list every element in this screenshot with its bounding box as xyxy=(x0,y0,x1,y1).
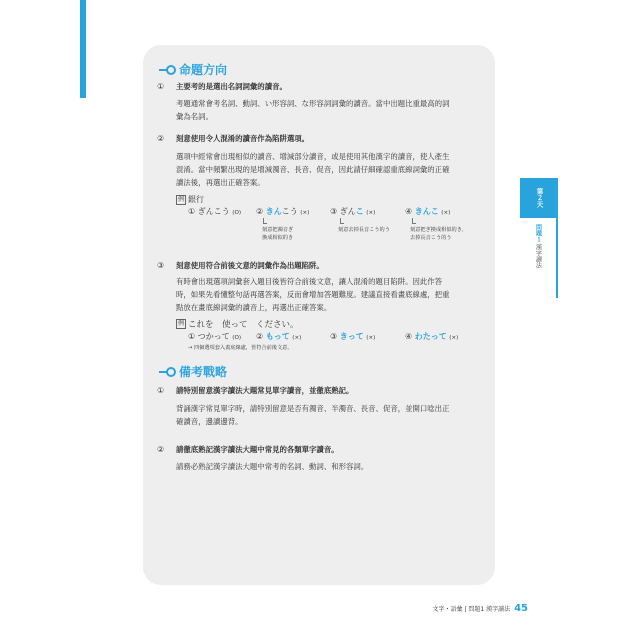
content-card xyxy=(143,45,495,585)
example-note: 刻意把濁音ぎ 換成相似的き xyxy=(262,227,294,241)
tab-body xyxy=(520,218,558,298)
item-body-line: 考題通常會考名詞、動詞、い形容詞、な形容詞詞彙的讀音。當中出題比重最高的詞 xyxy=(176,99,450,108)
part-label: 問題１ xyxy=(534,224,542,242)
example-mark: 例 xyxy=(178,320,185,327)
note-bracket xyxy=(340,218,344,224)
example-option: ④ きんこ (×) xyxy=(405,207,451,216)
example-option: ④ わたって (×) xyxy=(405,332,459,341)
item-body-line: 確讀音，邊讀邊背。 xyxy=(176,417,243,426)
item-heading: 請徹底熟記漢字讀法大題中常見的各類單字讀音。 xyxy=(176,445,339,454)
page-footer xyxy=(433,603,528,614)
example-note: → 四個選項套入畫底線處，皆符合前後文意。 xyxy=(188,345,293,351)
example-option: ① ぎんこう (O) xyxy=(188,207,242,216)
left-accent-bar xyxy=(80,0,86,98)
item-number: ① xyxy=(157,386,165,395)
item-heading: 刻意使用符合前後文意的詞彙作為出題陷阱。 xyxy=(176,261,324,270)
example-label xyxy=(176,318,299,330)
example-label xyxy=(176,194,204,205)
item-body-line: 混淆。當中頻繁出現的是增減濁音、長音、促音，因此請仔細確認重底線詞彙的正確 xyxy=(176,165,450,174)
example-mark: 例 xyxy=(178,195,185,203)
section-heading-2 xyxy=(159,363,227,380)
section-marker-icon xyxy=(159,367,175,377)
chapter-side-tab xyxy=(520,178,558,298)
example-note: 刻意把ぎ換成相似的き、 去掉長音こう的う xyxy=(410,227,467,241)
item-body-line: 點放在畫底線詞彙的讀音上，再選出正確答案。 xyxy=(176,303,332,312)
page-number: 45 xyxy=(514,603,528,614)
day-label: 第２天 xyxy=(520,178,558,218)
item-body-line: 背誦漢字常見單字時，請特別留意是否有濁音、半濁音、長音、促音，並開口唸出正 xyxy=(176,404,450,413)
section-title: 命題方向 xyxy=(179,63,228,77)
section-marker-icon xyxy=(159,65,175,75)
example-option: ② きんこう (×) xyxy=(256,207,310,216)
example-option: ② もって (×) xyxy=(256,332,302,341)
example-option: ③ きって (×) xyxy=(330,332,376,341)
section-title: 備考戰略 xyxy=(179,365,228,379)
item-body-line: 彙為名詞。 xyxy=(176,112,213,121)
item-number: ② xyxy=(157,134,165,143)
item-heading: 刻意使用令人混淆的讀音作為陷阱選項。 xyxy=(176,134,310,143)
item-heading: 主要考的是選出名詞詞彙的讀音。 xyxy=(176,82,287,91)
item-body-line: 時，如果先看懂整句話再選答案，反而會增加答題難度。建議直接看畫底線處，把重 xyxy=(176,290,450,299)
example-option: ① つかって (O) xyxy=(188,332,242,341)
item-heading: 請特別留意漢字讀法大題常見單字讀音，並徹底熟記。 xyxy=(176,386,354,395)
item-number: ① xyxy=(157,82,165,91)
example-option: ③ ぎんこ (×) xyxy=(330,207,376,216)
example-note: 刻意去掉長音こう的う xyxy=(338,227,390,233)
item-number: ③ xyxy=(157,261,165,270)
footer-text: 文字・語彙 | 問題1 漢字讀法 xyxy=(432,606,511,613)
note-bracket xyxy=(263,218,267,224)
item-body-line: 有時會出現選項詞彙套入題目後皆符合前後文意，讓人混淆的題目陷阱。因此作答 xyxy=(176,277,443,286)
example-sentence: これを 使って ください。 xyxy=(188,320,299,330)
note-bracket xyxy=(412,218,416,224)
item-body-line: 讀法後，再選出正確答案。 xyxy=(176,178,265,187)
section-heading-1 xyxy=(159,61,227,78)
item-number: ② xyxy=(157,445,165,454)
example-word: 銀行 xyxy=(188,195,205,204)
part-name: 漢字讀法 xyxy=(534,244,542,268)
item-body-line: 選項中經常會出現相似的讀音、增減部分讀音，或是使用其他漢字的讀音，使人產生 xyxy=(176,152,450,161)
item-body-line: 請務必熟記漢字讀法大題中常考的名詞、動詞、和形容詞。 xyxy=(176,462,369,471)
